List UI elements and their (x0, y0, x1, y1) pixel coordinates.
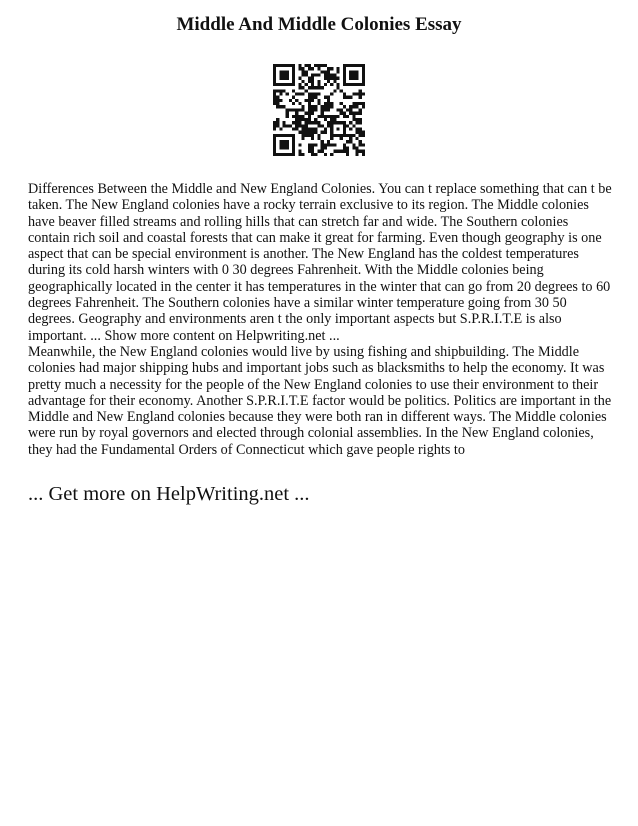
essay-paragraph: Meanwhile, the New England colonies would live by using fishing and shipbuilding. The Middle colonies had major shipping hubs and important jobs such as blacksmiths to help the economy. It was pretty much a necessity for the people of the New England colonies to use their environment to their advantage for their economy. Another S.P.R.I.T.E factor would be politics. Politics are important in the Middle and New England colonies because they were both ran in different ways. The Middle colonies were run by royal governors and elected through colonial assemblies. In the New England colonies, they had the Fundamental Orders of Connecticut which gave people rights to (28, 343, 612, 458)
essay-paragraph: Differences Between the Middle and New England Colonies. You can t replace something that can t be taken. The New England colonies have a rocky terrain exclusive to its region. The Middle colonies have beaver filled streams and rolling hills that can stretch far and wide. The Southern colonies contain rich soil and coastal forests that can make it great for farming. Even though geography is one aspect that can be special environment is another. The New England has the coldest temperatures during its cold harsh winters with 0 30 degrees Fahrenheit. With the Middle colonies being geographically located in the center it has temperatures in the winter that can go from 20 degrees to 60 degrees Fahrenheit. The Southern colonies have a similar winter temperature going from 30 50 degrees. Geography and environments aren t the only important aspects but S.P.R.I.T.E is also important. ... Show more content on Helpwriting.net ... (28, 181, 612, 344)
essay-body (28, 181, 612, 458)
qr-code-icon (273, 64, 365, 156)
document-title: Middle And Middle Colonies Essay (176, 14, 462, 35)
get-more-link[interactable]: ... Get more on HelpWriting.net ... (28, 483, 310, 505)
